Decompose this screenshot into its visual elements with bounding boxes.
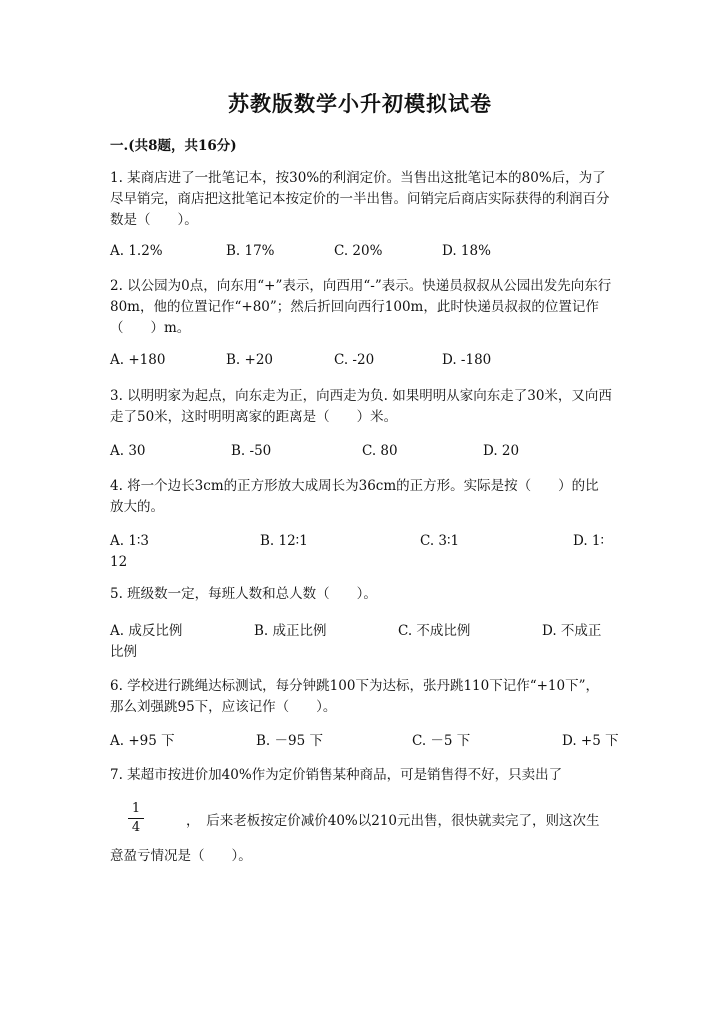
question-4-text: 4. 将一个边长3cm的正方形放大成周长为36cm的正方形。实际是按（ ）的比放大的。 <box>110 478 599 515</box>
fraction-numerator: 1 <box>131 801 141 816</box>
option-a[interactable]: A. +180 <box>110 352 166 368</box>
option-d[interactable]: D. 18% <box>442 243 491 259</box>
option-d[interactable]: D. +5 下 <box>562 733 619 749</box>
question-7-text: 7. 某超市按进价加40%作为定价销售某种商品，可是销售得不好，只卖出了 <box>110 767 563 783</box>
option-a[interactable]: A. 1.2% <box>110 243 163 259</box>
option-b[interactable]: B. +20 <box>226 352 273 368</box>
option-a[interactable]: A. 30 <box>110 443 146 459</box>
section-heading: 一.(共8题，共16分) <box>110 138 237 154</box>
option-b[interactable]: B. －95 下 <box>256 733 323 749</box>
option-d[interactable]: D. 1∶ <box>573 533 605 549</box>
fraction-denominator: 4 <box>131 820 141 835</box>
question-3-text: 3. 以明明家为起点，向东走为正，向西走为负. 如果明明从家向东走了30米，又向西走了50米，这时明明离家的距离是（ ）米。 <box>110 388 612 425</box>
option-a[interactable]: A. 成反比例 <box>110 623 183 639</box>
option-d[interactable]: D. -180 <box>442 352 492 368</box>
option-c[interactable]: C. 3∶1 <box>420 533 460 549</box>
option-a[interactable]: A. 1∶3 <box>110 533 150 549</box>
question-2-text: 2. 以公园为0点，向东用“+”表示，向西用“-”表示。快递员叔叔从公园出发先向东行80m，他的位置记作“+80”；然后折回向西行100m，此时快递员叔叔的位置记作（ ）m。 <box>110 278 612 336</box>
option-d[interactable]: D. 20 <box>483 443 520 459</box>
option-d-wrap: 12 <box>110 554 128 570</box>
option-c[interactable]: C. 80 <box>362 443 398 459</box>
question-1-text: 1. 某商店进了一批笔记本，按30%的利润定价。当售出这批笔记本的80%后，为了尽早销完，商店把这批笔记本按定价的一半出售。问销完后商店实际获得的利润百分数是（ ）。 <box>110 170 610 228</box>
option-b[interactable]: B. 17% <box>226 243 275 259</box>
page-title: 苏教版数学小升初模拟试卷 <box>228 91 492 116</box>
question-5-text: 5. 班级数一定，每班人数和总人数（ ）。 <box>110 586 377 602</box>
fraction-bar <box>128 818 144 819</box>
question-6-text: 6. 学校进行跳绳达标测试，每分钟跳100下为达标，张丹跳110下记作“+10下”，那么刘强跳95下，应该记作（ ）。 <box>110 678 599 715</box>
option-c[interactable]: C. -20 <box>334 352 375 368</box>
option-c[interactable]: C. 不成比例 <box>398 623 471 639</box>
option-b[interactable]: B. 12∶1 <box>260 533 308 549</box>
option-b[interactable]: B. 成正比例 <box>254 623 327 639</box>
option-b[interactable]: B. -50 <box>231 443 272 459</box>
option-d-wrap: 比例 <box>110 644 137 660</box>
option-c[interactable]: C. －5 下 <box>412 733 471 749</box>
fraction <box>128 801 144 836</box>
option-a[interactable]: A. +95 下 <box>110 733 175 749</box>
option-d[interactable]: D. 不成正 <box>542 623 602 639</box>
question-7-text-end: 意盈亏情况是（ ）。 <box>110 848 252 864</box>
question-7-text-continued: ， 后来老板按定价减价40%以210元出售，很快就卖完了，则这次生 <box>186 813 600 829</box>
option-c[interactable]: C. 20% <box>334 243 383 259</box>
